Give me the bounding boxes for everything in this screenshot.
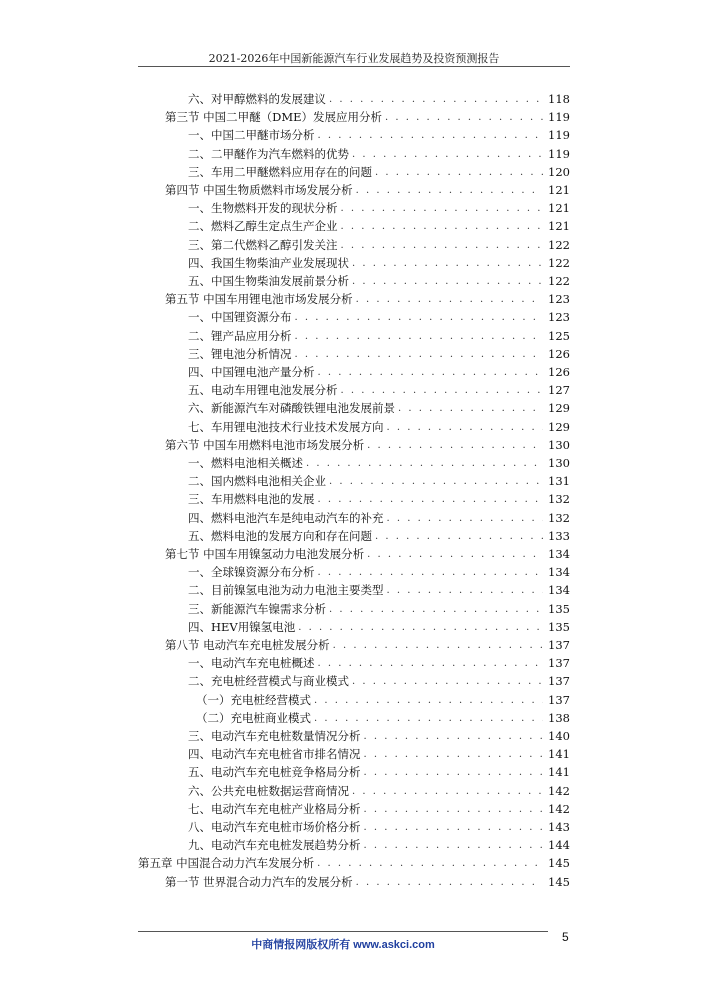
toc-leader-dots (314, 713, 543, 725)
toc-entry[interactable] (188, 161, 570, 179)
toc-leader-dots (352, 149, 543, 161)
toc-leader-dots (375, 167, 543, 179)
toc-leader-dots (341, 385, 544, 397)
toc-entry[interactable] (188, 488, 570, 506)
toc-leader-dots (364, 731, 544, 743)
page-number: 5 (562, 930, 569, 944)
toc-leader-dots (341, 221, 544, 233)
toc-entry-label: 二、二甲醚作为汽车燃料的优势 (188, 146, 349, 161)
toc-entry-label: 四、中国锂电池产量分析 (188, 365, 315, 379)
toc-leader-dots (352, 676, 543, 688)
toc-leader-dots (318, 658, 544, 670)
toc-leader-dots (329, 94, 543, 106)
toc-entry-page: 137 (548, 692, 570, 707)
toc-leader-dots (356, 877, 543, 889)
toc-entry-page: 119 (548, 110, 570, 125)
toc-entry-label: 二、燃料乙醇生定点生产企业 (188, 219, 338, 234)
toc-entry-label: 一、燃料电池相关概述 (188, 456, 303, 470)
toc-entry-page: 145 (548, 874, 570, 889)
toc-entry[interactable] (188, 816, 570, 834)
toc-entry-page: 133 (548, 528, 570, 543)
toc-entry-page: 143 (548, 820, 570, 834)
toc-leader-dots (318, 130, 544, 142)
toc-entry-page: 134 (548, 565, 570, 580)
toc-leader-dots (387, 585, 544, 597)
toc-entry-label: 第七节 中国车用镍氢动力电池发展分析 (165, 547, 365, 561)
toc-entry-page: 134 (548, 583, 570, 598)
toc-leader-dots (333, 640, 543, 652)
toc-leader-dots (341, 203, 544, 215)
toc-entry-label: 五、电动汽车充电桩竞争格局分析 (188, 765, 361, 780)
toc-leader-dots (364, 749, 544, 761)
toc-entry-page: 132 (548, 492, 570, 507)
toc-entry-page: 123 (548, 292, 570, 307)
toc-entry-page: 142 (548, 783, 570, 798)
toc-entry-label: 一、中国二甲醚市场分析 (188, 128, 315, 143)
toc-entry-label: 六、对甲醇燃料的发展建议 (188, 92, 326, 106)
toc-entry-label: （二）充电桩商业模式 (196, 710, 311, 725)
toc-entry[interactable] (188, 306, 570, 324)
toc-entry[interactable] (188, 124, 570, 142)
toc-entry[interactable] (188, 579, 570, 597)
toc-entry-label: 三、锂电池分析情况 (188, 346, 292, 361)
toc-entry[interactable] (188, 761, 570, 779)
toc-leader-dots (367, 549, 543, 561)
toc-entry[interactable] (196, 689, 570, 707)
toc-leader-dots (385, 112, 543, 124)
toc-entry-label: 一、中国锂资源分布 (188, 310, 292, 325)
toc-entry-label: 三、第二代燃料乙醇引发关注 (188, 237, 338, 252)
toc-entry-label: 第八节 电动汽车充电桩发展分析 (165, 638, 330, 652)
toc-entry-page: 122 (548, 274, 570, 288)
toc-entry-page: 144 (548, 838, 570, 853)
footer-copyright[interactable]: 中商情报网版权所有 www.askci.com (251, 939, 435, 951)
toc-leader-dots (318, 494, 544, 506)
toc-entry[interactable] (165, 871, 570, 889)
toc-entry-label: 九、电动汽车充电桩发展趋势分析 (188, 838, 361, 853)
toc-entry[interactable] (188, 252, 570, 270)
toc-entry[interactable] (165, 106, 570, 124)
toc-entry[interactable] (188, 361, 570, 379)
header-rule (138, 66, 570, 67)
toc-entry[interactable] (165, 434, 570, 452)
toc-entry[interactable] (188, 325, 570, 343)
toc-entry[interactable] (188, 780, 570, 798)
toc-entry-label: 六、公共充电桩数据运营商情况 (188, 783, 349, 798)
toc-entry-page: 129 (548, 401, 570, 416)
toc-entry-page: 129 (548, 419, 570, 434)
toc-entry-page: 140 (548, 729, 570, 743)
toc-leader-dots (387, 422, 544, 434)
toc-entry[interactable] (188, 507, 570, 525)
toc-entry-label: （一）充电桩经营模式 (196, 692, 311, 707)
toc-entry-page: 126 (548, 365, 570, 379)
toc-entry[interactable] (188, 379, 570, 397)
toc-entry[interactable] (188, 652, 570, 670)
toc-entry-label: 三、车用燃料电池的发展 (188, 492, 315, 507)
toc-entry[interactable] (188, 234, 570, 252)
toc-entry[interactable] (165, 179, 570, 197)
toc-entry-label: 第一节 世界混合动力汽车的发展分析 (165, 874, 353, 889)
toc-entry-label: 二、目前镍氢电池为动力电池主要类型 (188, 583, 384, 598)
toc-entry-page: 137 (548, 656, 570, 671)
toc-entry-page: 122 (548, 255, 570, 270)
toc-entry-page: 121 (548, 183, 570, 197)
toc-entry[interactable] (188, 452, 570, 470)
footer-rule (138, 931, 548, 932)
toc-entry-page: 134 (548, 547, 570, 561)
toc-entry-label: 四、电动汽车充电桩省市排名情况 (188, 747, 361, 762)
toc-entry-page: 141 (548, 747, 570, 762)
toc-leader-dots (364, 822, 544, 834)
toc-leader-dots (375, 531, 543, 543)
toc-entry-page: 132 (548, 510, 570, 525)
toc-leader-dots (295, 349, 544, 361)
toc-entry-label: 第五章 中国混合动力汽车发展分析 (138, 856, 315, 871)
toc-leader-dots (317, 858, 543, 870)
toc-entry-page: 127 (548, 383, 570, 398)
toc-entry-label: 五、中国生物柴油发展前景分析 (188, 274, 349, 288)
toc-leader-dots (295, 312, 544, 324)
toc-leader-dots (364, 767, 544, 779)
toc-entry[interactable] (188, 834, 570, 852)
toc-entry[interactable] (138, 852, 570, 870)
toc-entry[interactable] (188, 670, 570, 688)
toc-entry-page: 120 (548, 164, 570, 179)
toc-leader-dots (352, 258, 543, 270)
toc-entry-label: 一、电动汽车充电桩概述 (188, 656, 315, 671)
toc-entry-page: 118 (548, 92, 570, 106)
toc-entry-page: 137 (548, 638, 570, 652)
toc-entry-label: 五、燃料电池的发展方向和存在问题 (188, 528, 372, 543)
toc-entry-label: 四、我国生物柴油产业发展现状 (188, 255, 349, 270)
toc-entry[interactable] (188, 343, 570, 361)
toc-entry-label: 第六节 中国车用燃料电池市场发展分析 (165, 437, 365, 452)
toc-entry-page: 138 (548, 710, 570, 725)
toc-entry[interactable] (188, 525, 570, 543)
toc-entry[interactable] (188, 798, 570, 816)
toc-entry-page: 130 (548, 437, 570, 452)
toc-entry-page: 142 (548, 801, 570, 816)
toc-entry-page: 137 (548, 674, 570, 689)
toc-entry-label: 第四节 中国生物质燃料市场发展分析 (165, 183, 353, 197)
toc-entry[interactable] (196, 707, 570, 725)
toc-entry-label: 三、车用二甲醚燃料应用存在的问题 (188, 164, 372, 179)
toc-entry[interactable] (188, 598, 570, 616)
toc-leader-dots (367, 440, 543, 452)
toc-entry-label: 三、电动汽车充电桩数量情况分析 (188, 729, 361, 743)
toc-entry-label: 四、燃料电池汽车是纯电动汽车的补充 (188, 510, 384, 525)
toc-entry-label: 八、电动汽车充电桩市场价格分析 (188, 820, 361, 834)
toc-entry-label: 一、全球镍资源分布分析 (188, 565, 315, 580)
toc-entry[interactable] (188, 470, 570, 488)
toc-entry-label: 六、新能源汽车对磷酸铁锂电池发展前景 (188, 401, 395, 416)
toc-entry-label: 三、新能源汽车镍需求分析 (188, 601, 326, 616)
toc-leader-dots (398, 403, 543, 415)
toc-leader-dots (364, 840, 544, 852)
toc-entry[interactable] (188, 616, 570, 634)
toc-entry[interactable] (188, 561, 570, 579)
toc-entry-page: 119 (548, 146, 570, 161)
toc-entry-page: 135 (548, 619, 570, 634)
toc-entry-page: 121 (548, 219, 570, 234)
toc-entry[interactable] (188, 215, 570, 233)
toc-leader-dots (298, 622, 543, 634)
toc-entry-page: 135 (548, 601, 570, 616)
toc-entry-page: 125 (548, 328, 570, 343)
toc-entry-page: 121 (548, 201, 570, 216)
toc-leader-dots (364, 804, 544, 816)
toc-entry[interactable] (188, 743, 570, 761)
toc-leader-dots (295, 331, 544, 343)
toc-leader-dots (356, 294, 543, 306)
toc-leader-dots (387, 513, 544, 525)
toc-entry[interactable] (188, 397, 570, 415)
toc-entry-page: 123 (548, 310, 570, 325)
toc-entry-label: 第五节 中国车用锂电池市场发展分析 (165, 292, 353, 307)
toc-entry-label: 七、电动汽车充电桩产业格局分析 (188, 801, 361, 816)
toc-entry-label: 二、国内燃料电池相关企业 (188, 474, 326, 489)
toc-entry[interactable] (188, 197, 570, 215)
toc-entry-page: 145 (548, 856, 570, 871)
toc-entry[interactable] (188, 270, 570, 288)
toc-leader-dots (314, 695, 543, 707)
toc-entry-label: 一、生物燃料开发的现状分析 (188, 201, 338, 216)
toc-entry-page: 122 (548, 237, 570, 252)
toc-entry-label: 四、HEV用镍氢电池 (188, 619, 296, 634)
toc-entry[interactable] (188, 725, 570, 743)
toc-entry-label: 第三节 中国二甲醚（DME）发展应用分析 (165, 110, 383, 125)
toc-entry-label: 二、锂产品应用分析 (188, 328, 292, 343)
toc-entry[interactable] (165, 543, 570, 561)
page-header: 2021-2026年中国新能源汽车行业发展趋势及投资预测报告 (208, 52, 500, 65)
toc-entry-label: 二、充电桩经营模式与商业模式 (188, 674, 349, 689)
toc-entry-page: 126 (548, 346, 570, 361)
toc-entry-page: 131 (548, 474, 570, 489)
toc-leader-dots (356, 185, 543, 197)
toc-entry[interactable] (165, 288, 570, 306)
toc-leader-dots (329, 604, 543, 616)
toc-entry[interactable] (188, 88, 570, 106)
toc-entry[interactable] (188, 416, 570, 434)
toc-entry-label: 七、车用锂电池技术行业技术发展方向 (188, 419, 384, 434)
toc-leader-dots (329, 476, 543, 488)
toc-leader-dots (352, 276, 543, 288)
toc-entry-label: 五、电动车用锂电池发展分析 (188, 383, 338, 398)
toc-leader-dots (341, 240, 544, 252)
toc-leader-dots (352, 786, 543, 798)
toc-leader-dots (318, 367, 544, 379)
toc-entry[interactable] (165, 634, 570, 652)
toc-entry-page: 130 (548, 456, 570, 470)
toc-entry-page: 119 (548, 128, 570, 143)
toc-entry[interactable] (188, 143, 570, 161)
toc-entry-page: 141 (548, 765, 570, 780)
toc-leader-dots (306, 458, 543, 470)
toc-leader-dots (318, 567, 544, 579)
